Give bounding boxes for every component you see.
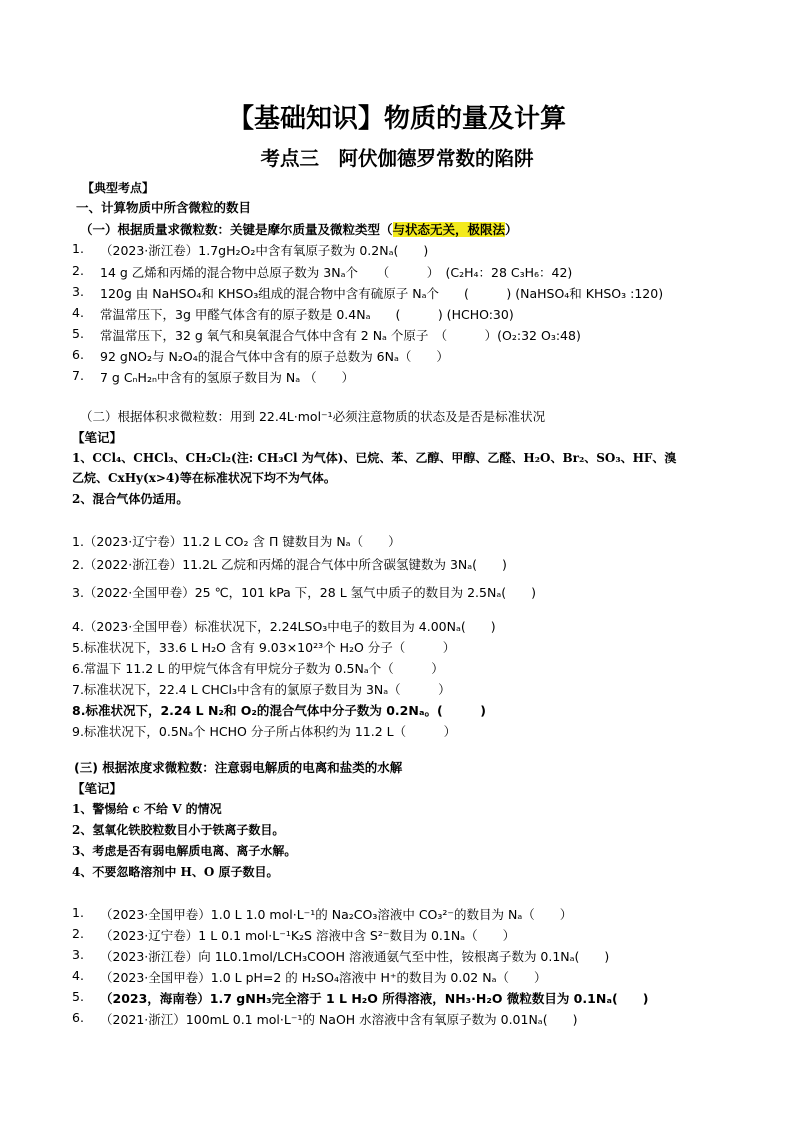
question-number: 2. — [72, 263, 84, 278]
part2-note-1b: 乙烷、CxHy(x>4)等在标准状况下均不为气体。 — [72, 471, 336, 485]
question-item: 9.标准状况下，0.5Nₐ个 HCHO 分子所占体积约为 11.2 L（ ） — [72, 724, 457, 739]
question-text: 7 g CₙH₂ₙ中含有的氢原子数目为 Nₐ （ ） — [100, 370, 355, 385]
question-number: 2. — [72, 926, 84, 941]
question-item: 7.标准状况下，22.4 L CHCl₃中含有的氯原子数目为 3Nₐ（ ） — [72, 682, 451, 697]
question-number: 1. — [72, 241, 84, 256]
question-item: 3.（2022·全国甲卷）25 ℃，101 kPa 下，28 L 氢气中质子的数目为 2.5Nₐ( ) — [72, 585, 536, 600]
question-number: 4. — [72, 305, 84, 320]
question-number: 5. — [72, 989, 84, 1004]
question-item: 6.常温下 11.2 L 的甲烷气体含有甲烷分子数为 0.5Nₐ个（ ） — [72, 661, 444, 676]
question-text: （2023，海南卷）1.7 gNH₃完全溶于 1 L H₂O 所得溶液，NH₃·H₂O 微粒数目为 0.1Nₐ( ) — [100, 991, 649, 1006]
question-text: （2023·全国甲卷）1.0 L 1.0 mol·L⁻¹的 Na₂CO₃溶液中 CO₃²⁻的数目为 Nₐ（ ） — [100, 907, 573, 922]
question-text: （2021·浙江）100mL 0.1 mol·L⁻¹的 NaOH 水溶液中含有氧原子数为 0.01Nₐ( ) — [100, 1012, 578, 1027]
question-text: 常温常压下，32 g 氧气和臭氧混合气体中含有 2 Nₐ 个原子 （ ）(O₂:32 O₃:48) — [100, 328, 581, 343]
question-item: 1.（2023·辽宁卷）11.2 L CO₂ 含 Π 键数目为 Nₐ（ ） — [72, 534, 401, 549]
question-number: 5. — [72, 326, 84, 341]
question-text: 常温常压下，3g 甲醛气体含有的原子数是 0.4Nₐ ( ) (HCHO:30) — [100, 307, 514, 322]
question-number: 4. — [72, 968, 84, 983]
question-text: （2023·辽宁卷）1 L 0.1 mol·L⁻¹K₂S 溶液中含 S²⁻数目为 0.1Nₐ（ ） — [100, 928, 516, 943]
question-number: 3. — [72, 947, 84, 962]
part1-heading — [80, 220, 518, 238]
note-item: 2、氢氧化铁胶粒数目小于铁离子数目。 — [72, 823, 285, 837]
typical-label: 【典型考点】 — [82, 181, 155, 195]
question-number: 6. — [72, 347, 84, 362]
question-item: 4.（2023·全国甲卷）标准状况下，2.24LSO₃中电子的数目为 4.00Nₐ( ) — [72, 619, 496, 634]
question-text: （2023·浙江卷）向 1L0.1mol/LCH₃COOH 溶液通氨气至中性，铵根离子数为 0.1Nₐ( ) — [100, 949, 610, 964]
question-item: 2.（2022·浙江卷）11.2L 乙烷和丙烯的混合气体中所含碳氢键数为 3Nₐ( ) — [72, 557, 507, 572]
part2-note-label: 【笔记】 — [72, 430, 123, 445]
part2-note-2: 2、混合气体仍适用。 — [72, 492, 189, 506]
part2-note-1a: 1、CCl₄、CHCl₃、CH₂Cl₂(注: CH₃Cl 为气体)、已烷、苯、乙醇、甲醇、乙醛、H₂O、Br₂、SO₃、HF、溴 — [72, 451, 677, 465]
part1-heading-highlight: 与状态无关，极限法 — [392, 222, 506, 237]
note-item: 1、警惕给 c 不给 V 的情况 — [72, 802, 222, 816]
page-title: 【基础知识】物质的量及计算 — [227, 104, 566, 134]
note-item: 3、考虑是否有弱电解质电离、离子水解。 — [72, 844, 297, 858]
question-text: 92 gNO₂与 N₂O₄的混合气体中含有的原子总数为 6Nₐ（ ） — [100, 349, 449, 364]
page-subtitle: 考点三 阿伏伽德罗常数的陷阱 — [260, 147, 534, 170]
question-number: 6. — [72, 1010, 84, 1025]
question-item: 5.标准状况下，33.6 L H₂O 含有 9.03×10²³个 H₂O 分子（ ） — [72, 640, 456, 655]
section1-heading: 一、计算物质中所含微粒的数目 — [76, 200, 252, 215]
question-text: （2023·全国甲卷）1.0 L pH=2 的 H₂SO₄溶液中 H⁺的数目为 0.02 Nₐ（ ） — [100, 970, 547, 985]
note-item: 4、不要忽略溶剂中 H、O 原子数目。 — [72, 865, 279, 879]
question-number: 7. — [72, 368, 84, 383]
question-item: 8.标准状况下，2.24 L N₂和 O₂的混合气体中分子数为 0.2Nₐ。( ) — [72, 703, 486, 718]
question-number: 1. — [72, 905, 84, 920]
part3-heading: (三) 根据浓度求微粒数：注意弱电解质的电离和盐类的水解 — [74, 760, 403, 775]
part1-heading-end: ） — [505, 222, 518, 237]
question-text: （2023·浙江卷）1.7gH₂O₂中含有氧原子数为 0.2Nₐ( ) — [100, 243, 429, 258]
part1-heading-text: （一）根据质量求微粒数：关键是摩尔质量及微粒类型（ — [80, 222, 393, 237]
question-text: 14 g 乙烯和丙烯的混合物中总原子数为 3Nₐ个 （ ） (C₂H₄：28 C₃H₆：42) — [100, 265, 573, 280]
question-number: 3. — [72, 284, 84, 299]
question-text: 120g 由 NaHSO₄和 KHSO₃组成的混合物中含有硫原子 Nₐ个 ( ) (NaHSO₄和 KHSO₃ :120) — [100, 286, 664, 301]
part3-note-label: 【笔记】 — [72, 781, 123, 796]
part2-heading: （二）根据体积求微粒数：用到 22.4L·mol⁻¹必须注意物质的状态及是否是标准状况 — [80, 409, 546, 424]
